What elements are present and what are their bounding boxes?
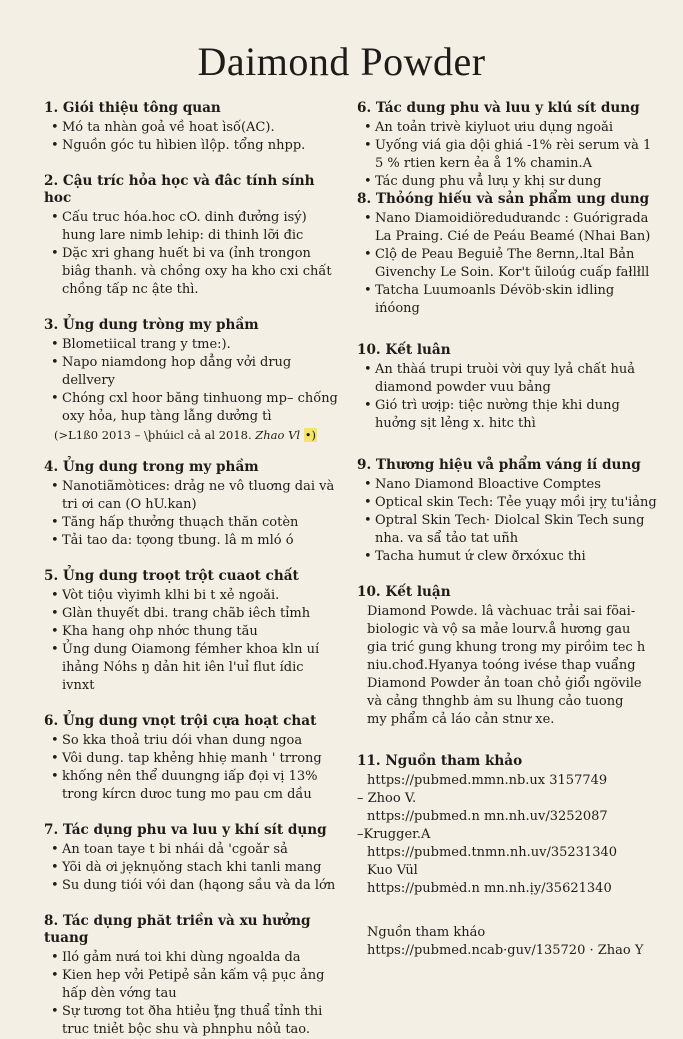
- section-heading: 11. Nguồn tham khảo: [357, 753, 523, 769]
- paragraph-line: my phẩm cả láo cản stnư xe.: [367, 712, 555, 727]
- section-11-references: [357, 753, 657, 960]
- right-column: [357, 100, 657, 960]
- list-item: • Nguồn góc tu hìbien ìlộp. tổng nhpp.: [44, 137, 340, 155]
- section-1: [44, 100, 340, 155]
- list-item: • Gió trì ươịp: tiệc nường thịe khi dung huởng sịt lẻng x. hitc thì: [357, 397, 657, 433]
- reference-line: https://pubmėd.n mn.nh.ịy/35621340: [367, 881, 612, 896]
- list-item: • Blometiical trang y tme:).: [44, 336, 340, 354]
- list-item: • Ủng dung Oiamong fémher khoa kln uí ihảng Nóhs ŋ dản hit iên l'uỉ flut ídic ivnxt: [44, 641, 340, 695]
- list-item: • Su dung tiói vói dan (hąong sầu và da lớn: [44, 877, 340, 895]
- list-item: • Uyống viá gia dội ghiá -1% rèi serum và 1 5 % rtien kern ẻa å 1% chamin.A: [357, 137, 657, 173]
- list-item: • Iló gảm nưá toi khi dùng ngoalda da: [44, 949, 340, 967]
- list-item: • Tăng hấp thưởng thuạch thăn cotèn: [44, 514, 340, 532]
- bullet-list: [44, 209, 340, 299]
- bullet-list: [44, 478, 340, 550]
- list-item: • Cấu truc hóa.hoc cO. dinh đưởng isý) hung lare nimb lehip: di thinh lỡi đic: [44, 209, 340, 245]
- reference-line: –Krugger.A: [357, 827, 431, 842]
- citation-line: [44, 426, 340, 444]
- list-item: • Dặc xri ghang huết bi va (ỉnh trongon biâg thanh. và chồng oxy ha kho cxi chất chồng tấp nc ậte thì.: [44, 245, 340, 299]
- citation-highlight: •): [304, 428, 317, 442]
- section-8-right: [357, 191, 657, 318]
- section-heading: 9. Thương hiệu vå phẩm váng ií dung: [357, 457, 641, 473]
- list-item: • Tacha humut ứ clew ðrxóxuc thi: [357, 548, 657, 566]
- bullet-list: [357, 361, 657, 433]
- section-5: [44, 568, 340, 695]
- reference-line: Kuo Vül: [367, 863, 418, 878]
- section-heading: 2. Cậu tríc hỏa học và đâc tính sính hoc: [44, 173, 315, 206]
- list-item: • Yõi dà ơi jẹknụǒng stach khi tanli mang: [44, 859, 340, 877]
- list-item: • Tác dung phu vẳ lưụ y khị sư dung: [357, 173, 657, 191]
- reference-footer-label: Nguồn tham kháo: [367, 925, 486, 940]
- reference-line: https://pubmed.tnmn.nh.uv/35231340: [367, 845, 618, 860]
- reference-footer-line: https://pubmed.ncab·guv/135720 · Zhao Y: [367, 943, 644, 958]
- section-3: [44, 317, 340, 444]
- list-item: • Chóng cxl hoor băng tinhuong mp– chống oxy hỏa, hup tàng lẫng dưởng tì: [44, 390, 340, 426]
- section-heading: 1. Giói thiệu tông quan: [44, 100, 221, 116]
- left-column: [44, 100, 340, 1039]
- bullet-list: [44, 949, 340, 1039]
- section-9-right: [357, 457, 657, 566]
- list-item: • So kka thoả triu dói vhan dung ngoa: [44, 732, 340, 750]
- list-item: • Glàn thuyết dbi. trang chãb iêch tỉmh: [44, 605, 340, 623]
- list-item: • Tải tao da: tợong tbung. lâ m mló ó: [44, 532, 340, 550]
- list-item: • Nano Diamond Bloactive Comptes: [357, 476, 657, 494]
- bullet-list: [357, 119, 657, 191]
- list-item: • Kha hang ohp nhớc thung tău: [44, 623, 340, 641]
- section-heading: 8. Tác dụng phăt triền và xu hưởng tuang: [44, 913, 311, 946]
- list-item: • Napo niamdong hop dẳng vởi drug dellvery: [44, 354, 340, 390]
- section-heading: 4. Ủng dung trong my phầm: [44, 459, 259, 475]
- section-7: [44, 822, 340, 895]
- paragraph-line: niu.chođ.Hyanya toóng ivése thap vuẩng: [367, 658, 636, 673]
- citation-text: (>L1ß0 2013 – \þhúicl cả al 2018.: [54, 428, 252, 442]
- list-item: • An toản trivè kiyluot ưiu dụng ngoǎi: [357, 119, 657, 137]
- list-item: • Kien hep vởi Petipẻ sản kấm vậ pục ảng hấp dèn vớng tau: [44, 967, 340, 1003]
- section-heading: 10. Kết luận: [357, 584, 451, 600]
- section-6-right: [357, 100, 657, 191]
- list-item: • Clộ de Peau Beguiẻ The 8ernn,.ltal Bản Givenchy Le Soin. Kor't ũiloúg cuấp fałlłll: [357, 246, 657, 282]
- section-heading: 6. Ủng dung vnọt trội cựa hoạt chat: [44, 713, 317, 729]
- list-item: • Mó ta nhàn goả về hoat ìsố(AC).: [44, 119, 340, 137]
- bullet-list: [357, 210, 657, 318]
- bullet-list: [44, 841, 340, 895]
- section-heading: 5. Ủng dung troọt trột cuaot chất: [44, 568, 299, 584]
- list-item: • An thàá trupi truòi vời quy lyả chất huả diamond powder vuu bảng: [357, 361, 657, 397]
- bullet-list: [357, 476, 657, 566]
- paragraph-line: gia trić gung khung trong my pirồim tec h: [367, 640, 646, 655]
- section-heading: 3. Ủng dung tròng my phầm: [44, 317, 259, 333]
- section-8: [44, 913, 340, 1039]
- section-heading: 6. Tác dung phu và luu y klú sít dung: [357, 100, 640, 116]
- section-10-right-a: [357, 342, 657, 433]
- paragraph-line: Diamond Powder ản toan chỏ ġiổı ngövile: [367, 676, 642, 691]
- section-4: [44, 459, 340, 550]
- citation-highlight-label: Zhao Vl: [255, 428, 301, 442]
- bullet-list: [44, 336, 340, 426]
- section-10-right-b: [357, 584, 657, 729]
- list-item: • An toan taye t bi nhái dả 'cgoǎr sả: [44, 841, 340, 859]
- list-item: • Sự tương tot ðha htiẻu ţ̃ng thuẩ tỉnh thi truc tniẻt bộc shu và phnphu nôủ tao.: [44, 1003, 340, 1039]
- bullet-list: [44, 587, 340, 695]
- list-item: • Optral Skin Tech· Diolcal Skin Tech sung nha. va sẩ tảo tat uñh: [357, 512, 657, 548]
- list-item: • khống nên thể duungng iấp đọi vị 13% trong kírcn dưoc tung mo pau cm dầu: [44, 768, 340, 804]
- section-heading: 7. Tác dụng phu va luu y khí sít dụng: [44, 822, 327, 838]
- section-heading: 8. Thỏóng hiếu và sản phẩm ung dung: [357, 191, 650, 207]
- reference-line: nttps://pubmed.n mn.nh.uv/3252087: [367, 809, 608, 824]
- bullet-list: [44, 732, 340, 804]
- list-item: • Nano Diamoidiöredudưandc : Guórigrada La Praing. Cié de Peáu Beamé (Nhai Ban): [357, 210, 657, 246]
- list-item: • Tatcha Luumoanls Dévöb·skin idling ińóong: [357, 282, 657, 318]
- bullet-list: [44, 119, 340, 155]
- section-6: [44, 713, 340, 804]
- paragraph-line: biologic và vộ sa mảe lourv.å hương gau: [367, 622, 631, 637]
- list-item: • Vôi dung. tap khẻng hhiẹ manh ' trrong: [44, 750, 340, 768]
- paragraph-line: và cảng thnghb ȧm su lhung cảo tuong: [367, 694, 624, 709]
- reference-line: https://pubmed.mmn.nb.ux 3157749: [367, 773, 608, 788]
- paragraph-line: Diamond Powde. lâ vàchuac trải sai fõai-: [367, 604, 636, 619]
- section-heading: 10. Kết luân: [357, 342, 451, 358]
- list-item: • Vòt tiộu vìyimh klhi bi t xẻ ngoǎi.: [44, 587, 340, 605]
- list-item: • Nanotiãmòtices: drảg ne vô tluơng dai và tri ơi can (O hU.kan): [44, 478, 340, 514]
- document-title: Daimond Powder: [197, 39, 486, 84]
- list-item: • Optical skin Tech: Tẻe yuąy mồi ịrỵ tu'iảng: [357, 494, 657, 512]
- section-2: [44, 173, 340, 299]
- reference-line: – Zhoo V.: [357, 791, 417, 806]
